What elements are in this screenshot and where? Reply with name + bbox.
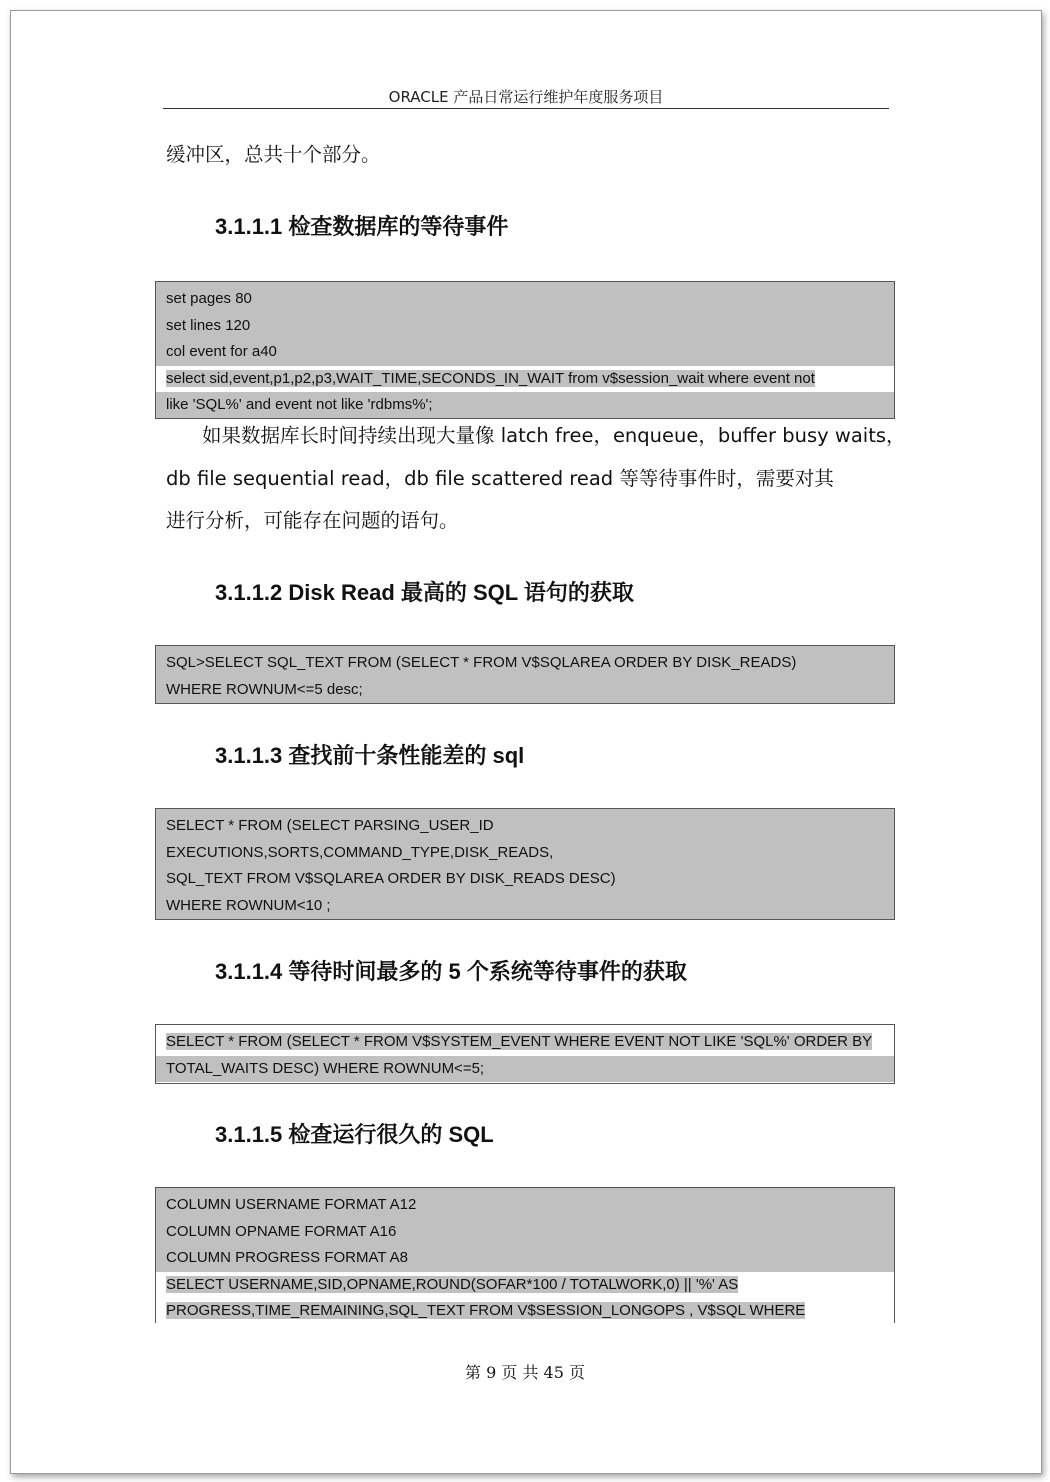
wait-events-note-line-1: 如果数据库长时间持续出现大量像 latch free，enqueue，buffer busy waits，: [202, 424, 906, 447]
section-heading-3-1-1-3: 3.1.1.3 查找前十条性能差的 sql: [215, 743, 525, 768]
section-heading-3-1-1-4: 3.1.1.4 等待时间最多的 5 个系统等待事件的获取: [215, 959, 687, 984]
code-line: select sid,event,p1,p2,p3,WAIT_TIME,SECONDS_IN_WAIT from v$session_wait where event not: [156, 366, 894, 393]
intro-paragraph: 缓冲区，总共十个部分。: [166, 143, 381, 166]
page-bottom-margin: [155, 1323, 895, 1353]
code-block-disk-read: [155, 645, 895, 704]
code-line: SELECT USERNAME,SID,OPNAME,ROUND(SOFAR*100 / TOTALWORK,0) || '%' AS: [156, 1272, 894, 1299]
code-line: SELECT * FROM (SELECT PARSING_USER_ID: [166, 817, 494, 834]
code-line: set pages 80: [166, 290, 252, 307]
header-divider: [163, 108, 889, 109]
code-line: COLUMN OPNAME FORMAT A16: [166, 1222, 397, 1240]
section-heading-3-1-1-1: 3.1.1.1 检查数据库的等待事件: [215, 214, 509, 239]
code-block-system-events: [155, 1024, 895, 1084]
code-line: SELECT * FROM (SELECT * FROM V$SYSTEM_EVENT WHERE EVENT NOT LIKE 'SQL%' ORDER BY: [156, 1029, 894, 1056]
code-block-top-ten-sql: [155, 808, 895, 920]
section-heading-3-1-1-5: 3.1.1.5 检查运行很久的 SQL: [215, 1122, 494, 1147]
section-heading-3-1-1-2: 3.1.1.2 Disk Read 最高的 SQL 语句的获取: [215, 580, 634, 605]
code-line: col event for a40: [166, 343, 277, 360]
page-number: 第 9 页 共 45 页: [465, 1363, 585, 1382]
code-line: COLUMN USERNAME FORMAT A12: [166, 1196, 417, 1213]
code-block-wait-events: [155, 281, 895, 419]
wait-events-note-line-2: db file sequential read，db file scattered read 等等待事件时，需要对其: [166, 467, 834, 490]
code-line: WHERE ROWNUM<10 ;: [166, 896, 331, 914]
wait-events-note-line-3: 进行分析，可能存在问题的语句。: [166, 509, 459, 532]
code-line: PROGRESS,TIME_REMAINING,SQL_TEXT FROM V$SESSION_LONGOPS , V$SQL WHERE: [156, 1298, 894, 1325]
code-block-long-running-sql: [155, 1187, 895, 1337]
code-line: SQL>SELECT SQL_TEXT FROM (SELECT * FROM V$SQLAREA ORDER BY DISK_READS): [166, 654, 797, 671]
code-line: EXECUTIONS,SORTS,COMMAND_TYPE,DISK_READS,: [166, 843, 554, 861]
code-line: TOTAL_WAITS DESC) WHERE ROWNUM<=5;: [156, 1056, 894, 1083]
running-header: ORACLE 产品日常运行维护年度服务项目: [388, 88, 664, 106]
code-line: COLUMN PROGRESS FORMAT A8: [166, 1249, 408, 1266]
code-line: like 'SQL%' and event not like 'rdbms%';: [166, 396, 433, 413]
code-line: WHERE ROWNUM<=5 desc;: [166, 680, 363, 698]
code-line: set lines 120: [166, 316, 251, 334]
code-line: SQL_TEXT FROM V$SQLAREA ORDER BY DISK_READS DESC): [166, 870, 616, 887]
